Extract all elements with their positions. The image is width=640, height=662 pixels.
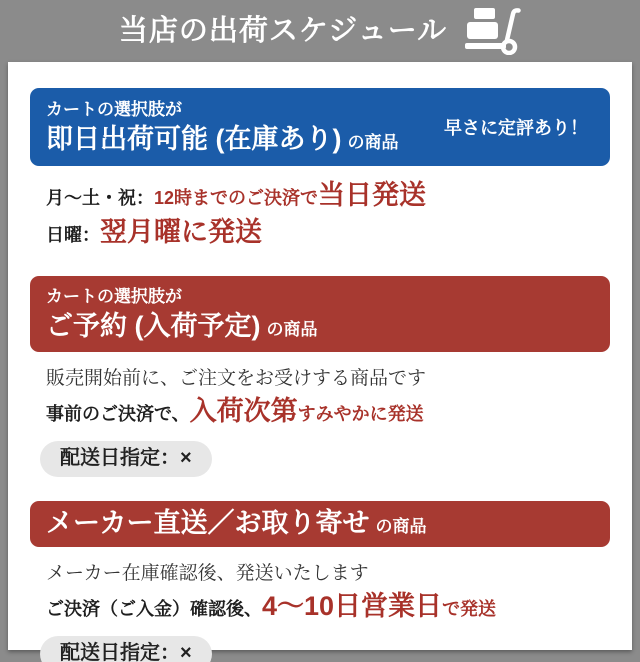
banner-instock-line1: カートの選択肢が [46,99,182,119]
preorder-note-line: 販売開始前に、ご注文をお受けする商品です [46,368,427,389]
page-title: 当店の出荷スケジュール [118,14,448,47]
banner-backorder-emphasis: メーカー直送／お取り寄せ [46,508,370,539]
backorder-emphasis: 4〜10日営業日 [262,591,443,621]
content-panel [8,62,632,662]
backorder-delivery-date-pill: 配送日指定：× [40,636,212,662]
backorder-details [46,559,610,626]
preorder-shipping-line [46,394,610,431]
banner-instock-line2 [46,123,398,157]
sunday-result: 翌月曜に発送 [100,217,262,247]
banner-preorder-line2 [46,310,317,344]
sunday-label: 日曜： [46,225,100,245]
hand-truck-icon [463,7,521,55]
instock-sunday-line [46,215,610,252]
backorder-note-line: メーカー在庫確認後、発送いたします [46,563,369,584]
preorder-delivery-date-pill: 配送日指定：× [40,441,212,477]
page-header [0,0,640,62]
weekday-result: 当日発送 [318,180,427,210]
preorder-label: 事前のご決済で、 [46,404,190,424]
preorder-result: すみやかに発送 [297,404,424,424]
backorder-label: ご決済（ご入金）確認後、 [46,599,262,619]
banner-backorder-suffix: の商品 [375,517,427,537]
banner-preorder-emphasis: ご予約 (入荷予定) [46,311,261,342]
banner-instock-suffix: の商品 [347,133,399,153]
banner-preorder-text [46,284,317,344]
instock-details [46,178,610,252]
banner-instock [30,88,610,166]
banner-backorder-line [46,507,426,541]
banner-preorder-line1: カートの選択肢が [46,286,182,306]
instock-weekday-line [46,178,610,215]
preorder-details [46,364,610,431]
banner-backorder [30,501,610,547]
banner-instock-side-note: 早さに定評あり！ [444,118,588,138]
weekday-label: 月〜土・祝： [46,188,154,208]
banner-instock-emphasis: 即日出荷可能 (在庫あり) [46,124,342,155]
backorder-shipping-line [46,589,610,626]
preorder-emphasis: 入荷次第 [189,396,298,426]
weekday-condition: 12時までのご決済で [154,188,319,208]
banner-preorder-suffix: の商品 [266,320,318,340]
banner-instock-text [46,97,398,157]
backorder-result: で発送 [442,599,497,619]
banner-preorder [30,276,610,352]
